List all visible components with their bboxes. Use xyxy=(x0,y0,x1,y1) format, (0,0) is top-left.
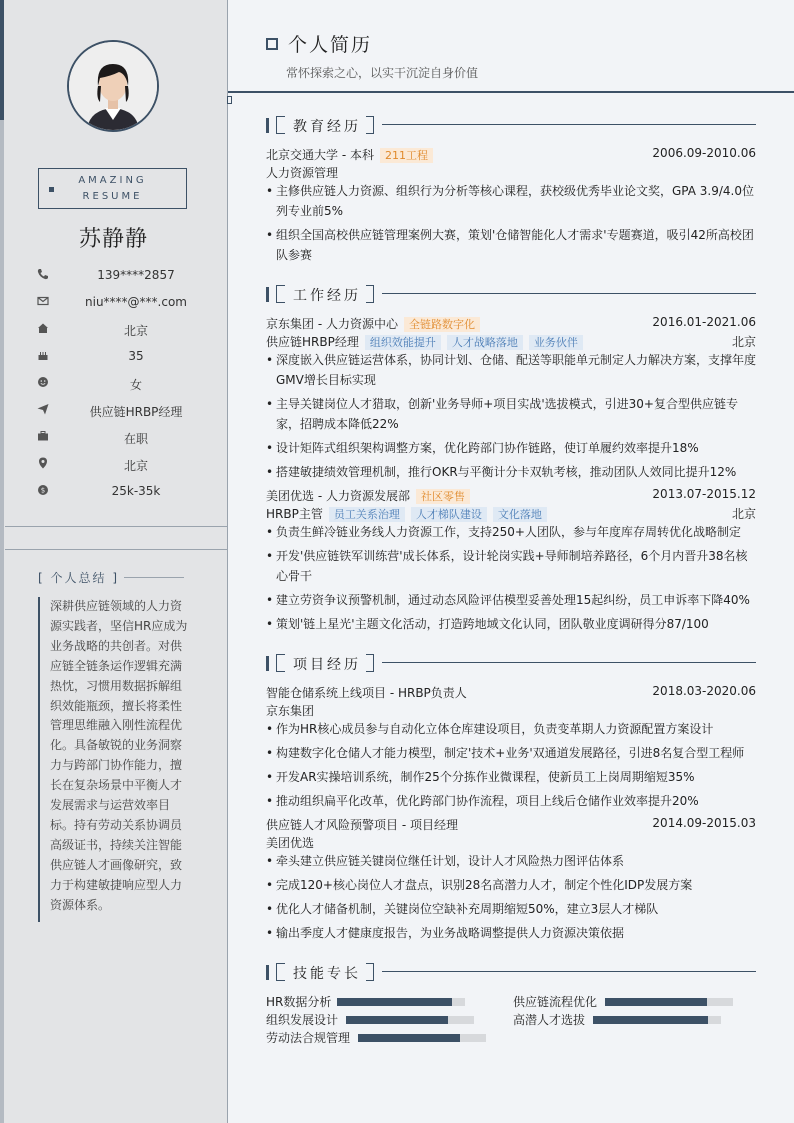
summary-text: 深耕供应链领域的人力资源实践者，坚信HR应成为业务战略的共创者。对供应链全链条运作逻辑充满热忱，习惯用数据拆解组织效能瓶颈，擅长将柔性管理思维融入刚性流程优化。具备敏锐的业务洞察力与跨部门协作能力，擅长在复杂场景中平衡人才发展需求与运营效率目标。持有劳动关系协调员高级证书，持续关注智能供应链人才画像研究，致力于构建敏捷响应型人力资源体系。 xyxy=(38,597,188,922)
education-school-row xyxy=(266,146,756,164)
project-row xyxy=(266,684,756,702)
education-major: 人力资源管理 xyxy=(266,166,339,180)
project-org: 京东集团 xyxy=(266,704,315,718)
job-tag: 业务伙伴 xyxy=(529,335,583,350)
email-icon xyxy=(36,294,50,308)
job-period: 2016.01-2021.06 xyxy=(652,315,756,329)
list-item: • 组织全国高校供应链管理案例大赛，策划'仓储智能化人才需求'专题赛道，吸引42所高校团队参赛 xyxy=(266,225,756,265)
project-row xyxy=(266,816,756,834)
sidebar-divider xyxy=(5,549,227,550)
list-item: • 推动组织扁平化改革，优化跨部门协作流程，项目上线后仓储作业效率提升20% xyxy=(266,791,756,811)
list-item: • 开发'供应链铁军训练营'成长体系，设计轮岗实践+导师制培养路径，6个月内晋升38名核心骨干 xyxy=(266,546,756,586)
info-age-text: 35 xyxy=(128,349,144,363)
phone-icon xyxy=(36,267,50,281)
list-item: • 主修供应链人力资源、组织行为分析等核心课程，获校级优秀毕业论文奖，GPA 3.9/4.0位列专业前5% xyxy=(266,181,756,221)
list-item: • 输出季度人才健康度报告，为业务战略调整提供人力资源决策依据 xyxy=(266,923,756,943)
project-period: 2014.09-2015.03 xyxy=(652,816,756,830)
header-marker xyxy=(227,96,232,104)
skill-bar xyxy=(337,998,465,1006)
info-salary xyxy=(36,483,216,501)
skill-item xyxy=(266,993,466,1009)
info-city xyxy=(36,456,216,474)
section-education-heading xyxy=(266,116,756,136)
sidebar-edge xyxy=(0,0,4,1123)
skill-name: 组织发展设计 xyxy=(266,1013,339,1027)
person-name: 苏静静 xyxy=(78,227,148,252)
sidebar-divider xyxy=(5,526,227,527)
section-skills-heading xyxy=(266,963,756,983)
list-item: • 深度嵌入供应链运营体系，协同计划、仓储、配送等职能单元制定人力解决方案，支撑年度GMV增长目标实现 xyxy=(266,350,756,390)
skill-item xyxy=(513,993,735,1009)
section-title: 工作经历 xyxy=(293,288,361,304)
list-item: • 负责生鲜冷链业务线人力资源工作，支持250+人团队，参与年度库存周转优化战略制定 xyxy=(266,522,756,542)
badge-line1: AMAZING xyxy=(78,175,147,186)
summary-heading-line xyxy=(124,577,184,578)
job-company: 京东集团 - 人力资源中心 xyxy=(266,317,398,331)
section-work-heading xyxy=(266,285,756,305)
skill-item xyxy=(266,1029,488,1045)
resume-badge xyxy=(38,168,187,209)
job-tag: 人才战略落地 xyxy=(447,335,523,350)
svg-text:$: $ xyxy=(40,486,46,495)
project-name: 智能仓储系统上线项目 - HRBP负责人 xyxy=(266,686,467,700)
list-item: • 完成120+核心岗位人才盘点，识别28名高潜力人才，制定个性化IDP发展方案 xyxy=(266,875,756,895)
skill-bar xyxy=(593,1016,721,1024)
section-title: 项目经历 xyxy=(293,657,361,673)
skill-bar-fill xyxy=(593,1016,708,1024)
info-gender xyxy=(36,375,216,393)
skill-item xyxy=(513,1011,723,1027)
job-period: 2013.07-2015.12 xyxy=(652,487,756,501)
skill-item xyxy=(266,1011,476,1027)
page-title-text: 个人简历 xyxy=(288,34,373,56)
salary-icon xyxy=(36,483,50,497)
header-rule xyxy=(228,91,794,93)
skill-bar-fill xyxy=(346,1016,448,1024)
skill-bar xyxy=(605,998,733,1006)
job-tag: 组织效能提升 xyxy=(365,335,441,350)
job-role-row xyxy=(266,505,756,523)
skill-bar-fill xyxy=(605,998,707,1006)
info-gender-text: 女 xyxy=(129,378,142,392)
project-period: 2018.03-2020.06 xyxy=(652,684,756,698)
info-home xyxy=(36,321,216,339)
info-age xyxy=(36,348,216,366)
skill-bar xyxy=(346,1016,474,1024)
education-period: 2006.09-2010.06 xyxy=(652,146,756,160)
home-icon xyxy=(36,321,50,335)
info-status-text: 在职 xyxy=(123,432,148,446)
info-city-text: 北京 xyxy=(123,459,148,473)
job-city: 北京 xyxy=(731,335,756,349)
list-item: • 主导关键岗位人才猎取，创新'业务导师+项目实战'选拔模式，引进30+复合型供应链专家，招聘成本降低22% xyxy=(266,394,756,434)
info-email xyxy=(36,294,216,312)
job-role: HRBP主管 xyxy=(266,507,323,521)
skill-bar-fill xyxy=(358,1034,460,1042)
gender-icon xyxy=(36,375,50,389)
title-square-icon xyxy=(266,38,278,50)
info-salary-text: 25k-35k xyxy=(111,484,161,498)
info-position-text: 供应链HRBP经理 xyxy=(89,405,183,419)
briefcase-icon xyxy=(36,429,50,443)
list-item: • 作为HR核心成员参与自动化立体仓库建设项目，负责变革期人力资源配置方案设计 xyxy=(266,719,756,739)
skill-name: 劳动法合规管理 xyxy=(266,1031,351,1045)
info-position xyxy=(36,402,216,420)
list-item: • 策划'链上星光'主题文化活动，打造跨地域文化认同，团队敬业度调研得分87/100 xyxy=(266,614,756,634)
info-home-text: 北京 xyxy=(123,324,148,338)
project-name: 供应链人才风险预警项目 - 项目经理 xyxy=(266,818,458,832)
summary-heading: [ 个人总结 ] xyxy=(38,571,120,585)
skill-bar-fill xyxy=(337,998,452,1006)
skill-bar xyxy=(358,1034,486,1042)
badge-square-icon xyxy=(49,187,54,192)
job-tag: 人才梯队建设 xyxy=(411,507,487,522)
list-item: • 构建数字化仓储人才能力模型，制定'技术+业务'双通道发展路径，引进8名复合型工程师 xyxy=(266,743,756,763)
project-org: 美团优选 xyxy=(266,836,315,850)
skill-name: 供应链流程优化 xyxy=(513,995,598,1009)
info-email-text: niu****@***.com xyxy=(85,295,187,309)
section-title: 技能专长 xyxy=(293,966,361,982)
badge-line2: RESUME xyxy=(82,191,143,202)
list-item: • 开发AR实操培训系统，制作25个分拣作业微课程，使新员工上岗周期缩短35% xyxy=(266,767,756,787)
avatar-photo xyxy=(69,42,157,130)
list-item: • 优化人才储备机制，关键岗位空缺补充周期缩短50%，建立3层人才梯队 xyxy=(266,899,756,919)
education-tag: 211工程 xyxy=(380,148,433,163)
section-projects-heading xyxy=(266,654,756,674)
education-school: 北京交通大学 - 本科 xyxy=(266,148,374,162)
location-icon xyxy=(36,456,50,470)
send-icon xyxy=(36,402,50,416)
section-title: 教育经历 xyxy=(293,119,361,135)
page-title xyxy=(266,30,372,57)
list-item: • 搭建敏捷绩效管理机制，推行OKR与平衡计分卡双轨考核，推动团队人效同比提升12% xyxy=(266,462,756,482)
job-city: 北京 xyxy=(731,507,756,521)
job-company-row xyxy=(266,487,756,505)
info-phone xyxy=(36,267,216,285)
info-status xyxy=(36,429,216,447)
list-item: • 设计矩阵式组织架构调整方案，优化跨部门协作链路，使订单履约效率提升18% xyxy=(266,438,756,458)
cake-icon xyxy=(36,348,50,362)
job-company-tag: 社区零售 xyxy=(416,489,470,504)
job-company-tag: 全链路数字化 xyxy=(404,317,480,332)
job-role: 供应链HRBP经理 xyxy=(266,335,359,349)
avatar xyxy=(67,40,159,132)
list-item: • 建立劳资争议预警机制，通过动态风险评估模型妥善处理15起纠纷，员工申诉率下降40% xyxy=(266,590,756,610)
job-tag: 员工关系治理 xyxy=(329,507,405,522)
job-company-row xyxy=(266,315,756,333)
summary-title: 个人总结 xyxy=(50,571,107,585)
job-role-row xyxy=(266,333,756,351)
job-tag: 文化落地 xyxy=(493,507,547,522)
page-subtitle: 常怀探索之心，以实干沉淀自身价值 xyxy=(286,66,479,80)
sidebar xyxy=(0,0,228,1123)
job-company: 美团优选 - 人力资源发展部 xyxy=(266,489,410,503)
list-item: • 牵头建立供应链关键岗位继任计划，设计人才风险热力图评估体系 xyxy=(266,851,756,871)
skill-name: 高潜人才选拔 xyxy=(513,1013,586,1027)
skill-name: HR数据分析 xyxy=(266,995,332,1009)
info-phone-text: 139****2857 xyxy=(97,268,175,282)
